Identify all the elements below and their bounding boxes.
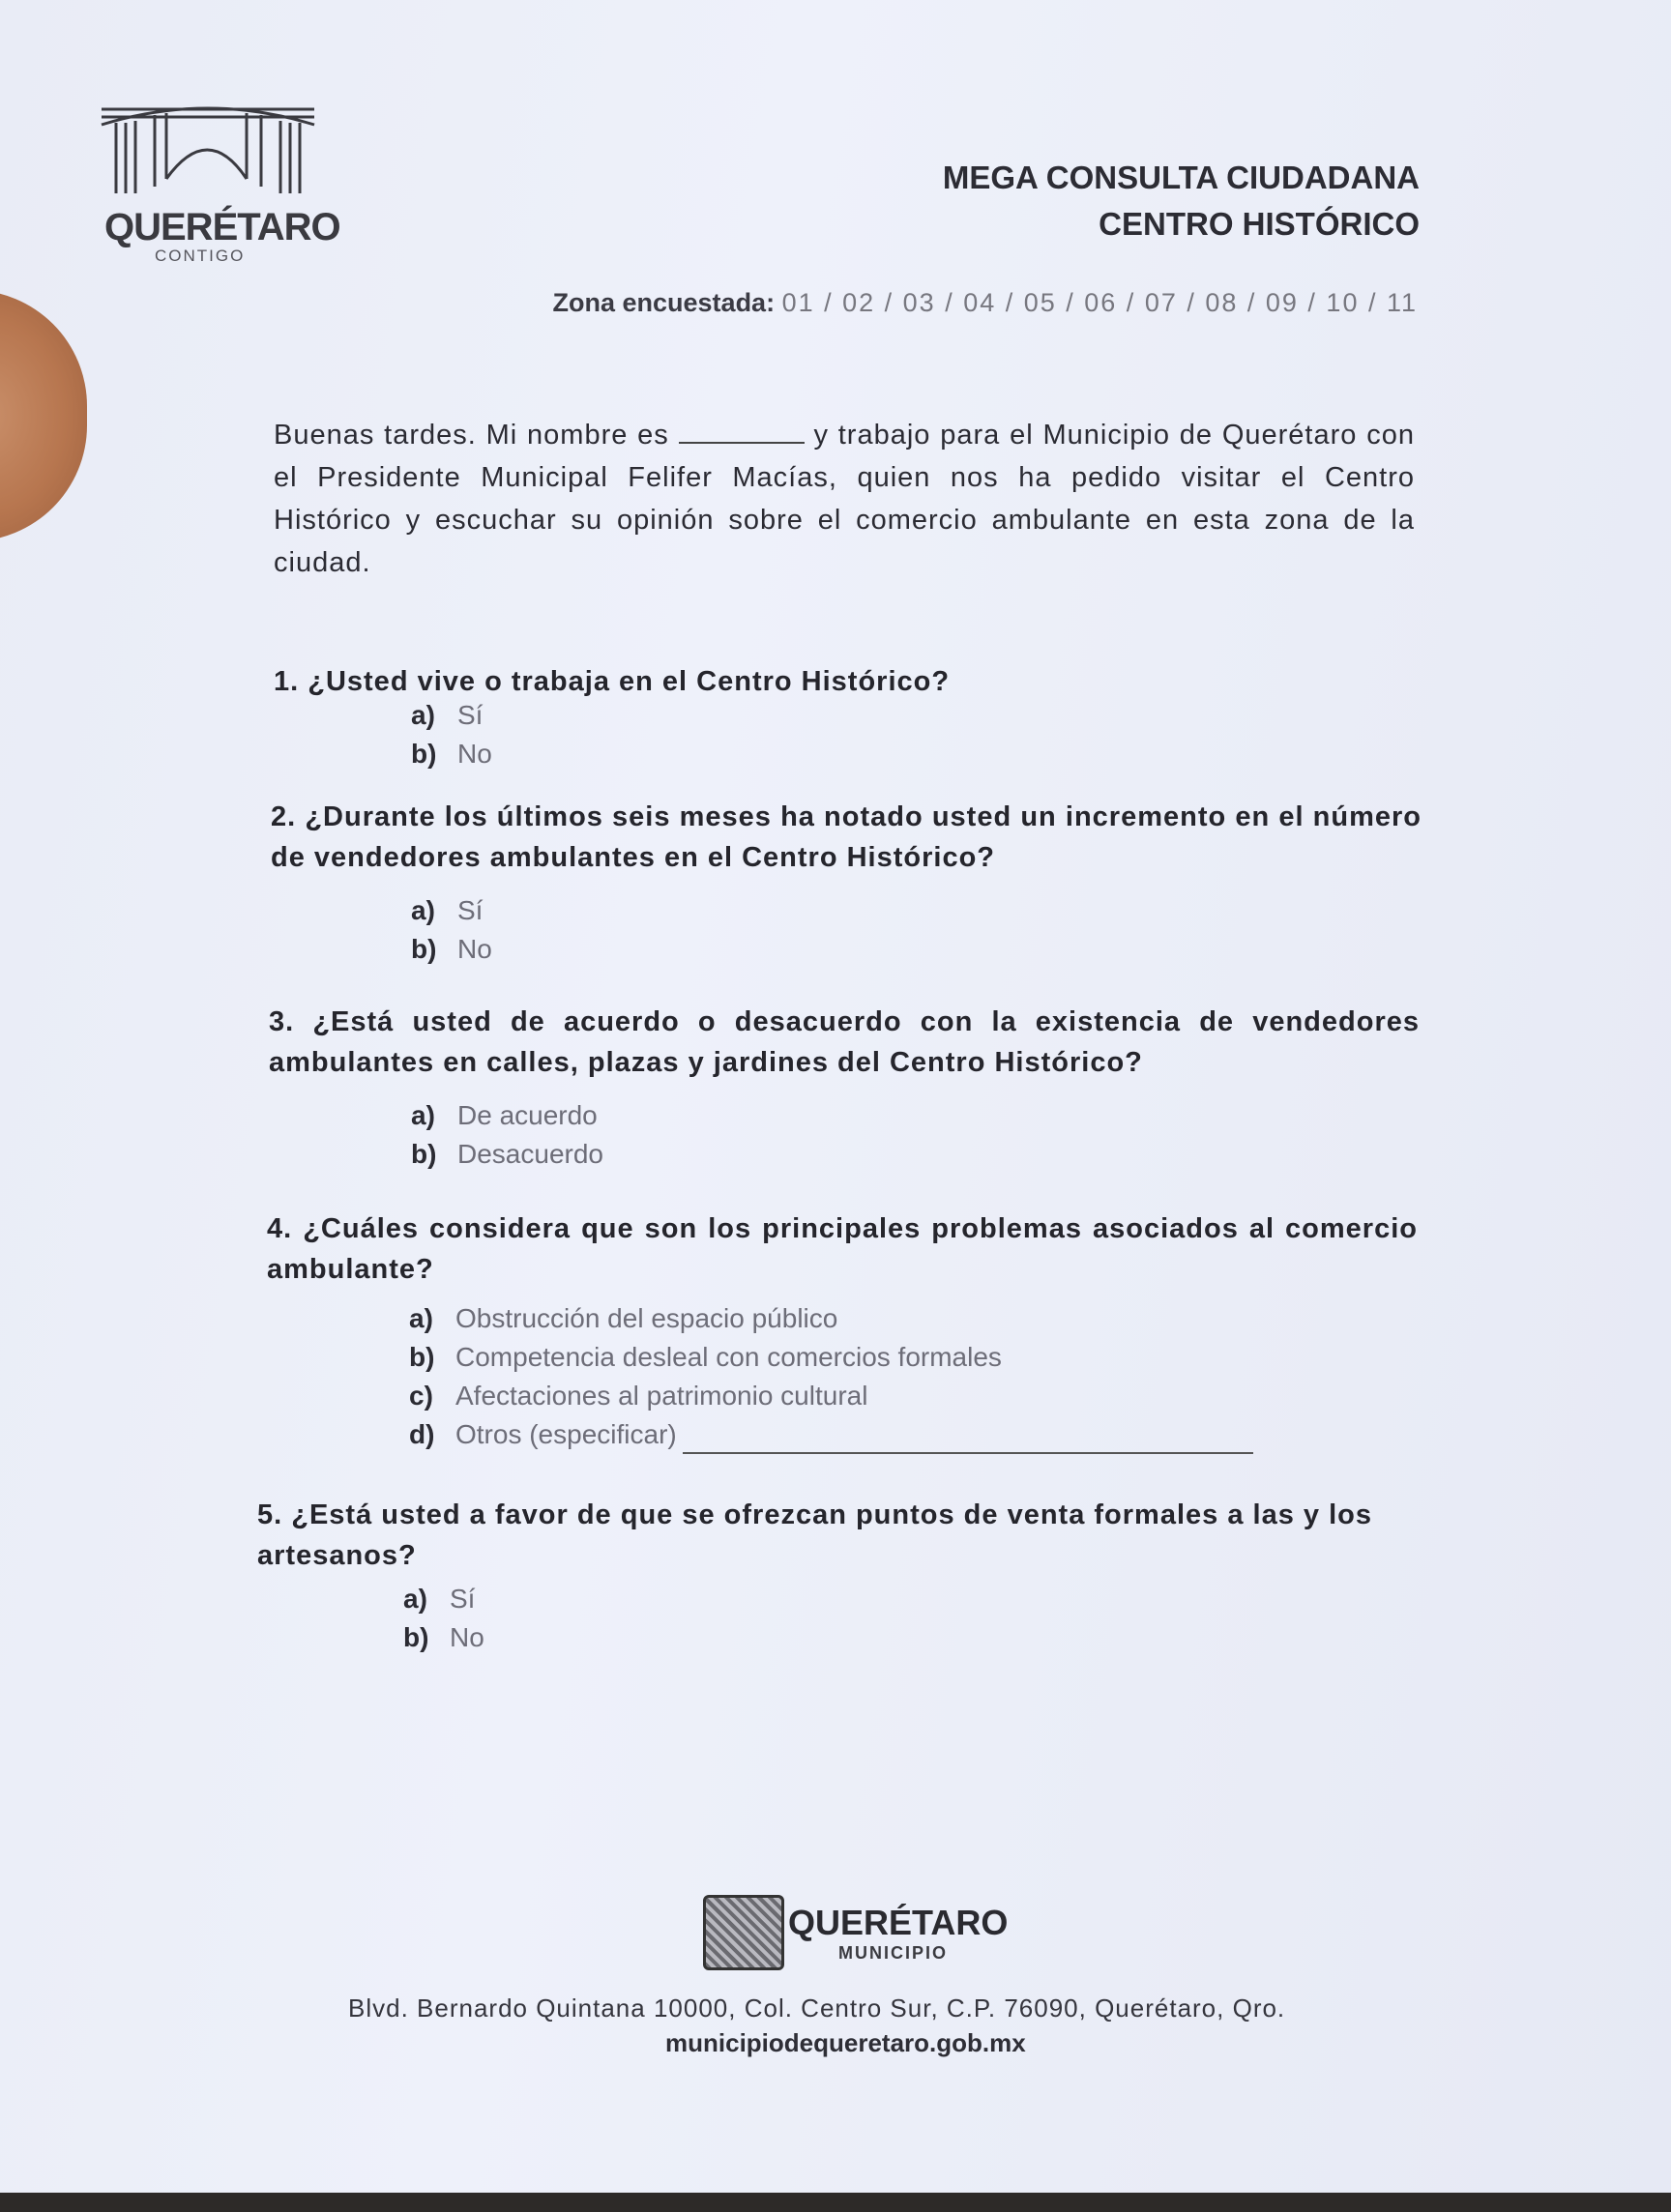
question-5-options xyxy=(403,1580,484,1657)
option-4d xyxy=(409,1415,1253,1454)
option-text: Afectaciones al patrimonio cultural xyxy=(455,1381,868,1411)
option-4c xyxy=(409,1377,1253,1415)
option-2b xyxy=(411,930,492,969)
option-letter: b) xyxy=(409,1342,435,1372)
option-text: No xyxy=(450,1622,484,1652)
question-1: 1. ¿Usted vive o trabaja en el Centro Histórico? xyxy=(274,666,951,697)
option-text: Sí xyxy=(457,895,484,925)
intro-text-end: y trabajo para el Municipio de Querétaro con el Presidente Municipal Felifer Macías, quien nos ha pedido visitar el Centro Histórico y escuchar su opinión sobre el comercio ambulante en esta zona de la ciudad. xyxy=(274,420,1415,578)
logo-name: QUERÉTARO xyxy=(104,206,340,248)
municipio-logo-sub: MUNICIPIO xyxy=(838,1943,949,1963)
question-3-options xyxy=(411,1096,603,1174)
question-1-options xyxy=(411,696,492,773)
question-4-options xyxy=(409,1299,1253,1454)
municipio-logo-name: QUERÉTARO xyxy=(788,1903,1009,1942)
option-letter: d) xyxy=(409,1419,435,1449)
option-1b xyxy=(411,735,492,773)
option-1a xyxy=(411,696,492,735)
option-text: Otros (especificar) xyxy=(455,1419,677,1449)
specify-blank-line xyxy=(683,1429,1253,1454)
option-letter: a) xyxy=(411,895,435,925)
option-4b xyxy=(409,1338,1253,1377)
option-2a xyxy=(411,891,492,930)
question-3: 3. ¿Está usted de acuerdo o desacuerdo con la existencia de vendedores ambulantes en calles, plazas y jardines del Centro Histórico? xyxy=(269,1006,1420,1078)
option-3b xyxy=(411,1135,603,1174)
question-5: 5. ¿Está usted a favor de que se ofrezcan puntos de venta formales a las y los artesanos? xyxy=(257,1499,1372,1571)
option-4a xyxy=(409,1299,1253,1338)
intro-paragraph xyxy=(274,414,1415,584)
municipio-emblem-icon xyxy=(703,1895,784,1970)
option-text: Sí xyxy=(450,1584,476,1614)
option-letter: b) xyxy=(411,934,437,964)
option-letter: a) xyxy=(409,1303,433,1333)
table-edge xyxy=(0,2193,1671,2212)
footer-address: Blvd. Bernardo Quintana 10000, Col. Centro Sur, C.P. 76090, Querétaro, Qro. xyxy=(348,1994,1286,2023)
footer-website: municipiodequeretaro.gob.mx xyxy=(665,2028,1026,2057)
header-subtitle: CENTRO HISTÓRICO xyxy=(1099,206,1420,242)
option-text: Desacuerdo xyxy=(457,1139,603,1169)
question-2: 2. ¿Durante los últimos seis meses ha notado usted un incremento en el número de vendedores ambulantes en el Centro Histórico? xyxy=(271,801,1422,873)
holding-thumb xyxy=(0,290,87,541)
option-text: No xyxy=(457,739,492,769)
option-text: Competencia desleal con comercios formales xyxy=(455,1342,1002,1372)
option-text: De acuerdo xyxy=(457,1100,598,1130)
document-header xyxy=(943,155,1420,247)
aqueduct-icon xyxy=(97,102,319,208)
option-5b xyxy=(403,1618,484,1657)
name-blank-line xyxy=(679,421,805,444)
option-letter: b) xyxy=(411,739,437,769)
queretaro-contigo-logo xyxy=(97,102,348,271)
option-text: Sí xyxy=(457,700,484,730)
question-4: 4. ¿Cuáles considera que son los principales problemas asociados al comercio ambulante? xyxy=(267,1213,1418,1285)
question-2-options xyxy=(411,891,492,969)
option-letter: a) xyxy=(411,700,435,730)
zona-encuestada xyxy=(553,288,1418,318)
option-letter: b) xyxy=(411,1139,437,1169)
option-text: No xyxy=(457,934,492,964)
zona-options: 01 / 02 / 03 / 04 / 05 / 06 / 07 / 08 / 09 / 10 / 11 xyxy=(781,288,1418,317)
logo-tagline: CONTIGO xyxy=(155,247,246,265)
option-letter: b) xyxy=(403,1622,429,1652)
municipio-logo xyxy=(703,1895,1032,1972)
header-title: MEGA CONSULTA CIUDADANA xyxy=(942,160,1420,195)
zona-label: Zona encuestada: xyxy=(552,288,776,317)
option-text: Obstrucción del espacio público xyxy=(455,1303,838,1333)
option-letter: c) xyxy=(409,1381,433,1411)
option-3a xyxy=(411,1096,603,1135)
option-5a xyxy=(403,1580,484,1618)
option-letter: a) xyxy=(411,1100,435,1130)
intro-text-start: Buenas tardes. Mi nombre es xyxy=(274,420,669,451)
option-letter: a) xyxy=(403,1584,427,1614)
